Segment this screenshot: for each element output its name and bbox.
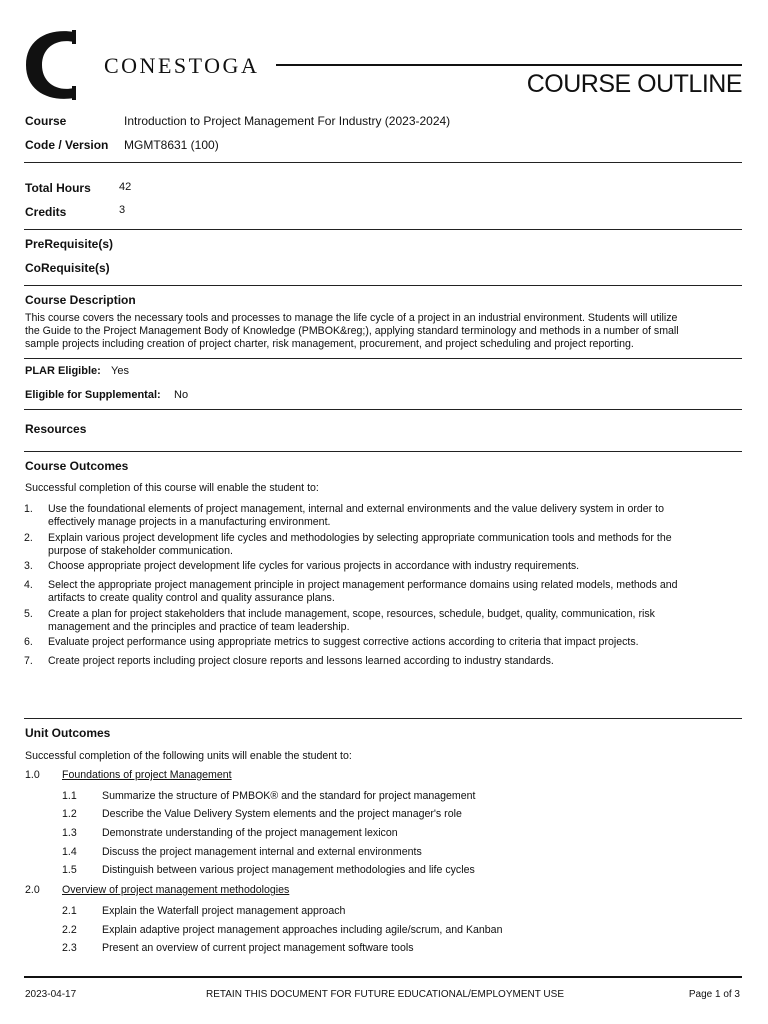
resources-heading: Resources [25, 422, 87, 436]
course-description-heading: Course Description [25, 293, 136, 307]
outcome-text [48, 503, 738, 529]
total-hours-value: 42 [119, 181, 132, 193]
outcome-text [48, 655, 738, 668]
outcome-text [48, 579, 738, 605]
divider [24, 409, 742, 410]
course-outcomes-intro: Successful completion of this course will enable the student to: [25, 482, 319, 494]
unit-item-text: Present an overview of current project management software tools [102, 942, 414, 954]
unit-item-number: 1.4 [62, 846, 77, 858]
corequisites-label: CoRequisite(s) [25, 261, 110, 275]
outcome-line: Create a plan for project stakeholders that include management, scope, resources, schedule, budget, quality, communication, risk [48, 608, 655, 620]
unit-item-number: 2.2 [62, 924, 77, 936]
footer-page-number: Page 1 of 3 [688, 989, 740, 1000]
unit-title: Foundations of project Management [62, 769, 232, 781]
brand-name: CONESTOGA [104, 53, 260, 78]
unit-number: 1.0 [25, 769, 40, 781]
outcome-text [48, 636, 738, 649]
unit-item-number: 1.2 [62, 808, 77, 820]
description-line: sample projects including creation of project charter, risk management, procurement, and project scheduling and project reporting. [25, 338, 634, 350]
outcome-line: effectively manage projects in a manufacturing environment. [48, 516, 331, 528]
supplemental-value: No [174, 389, 189, 401]
outcome-text [48, 608, 738, 634]
unit-item-number: 2.3 [62, 942, 77, 954]
outcome-text [48, 560, 738, 573]
unit-item-text: Discuss the project management internal and external environments [102, 846, 422, 858]
unit-number: 2.0 [25, 884, 40, 896]
header-rule [276, 64, 742, 66]
outcome-number: 7. [24, 655, 33, 667]
outcome-number: 5. [24, 608, 33, 620]
plar-value: Yes [111, 365, 129, 377]
footer-notice: RETAIN THIS DOCUMENT FOR FUTURE EDUCATIONAL/EMPLOYMENT USE [206, 989, 564, 1000]
unit-title: Overview of project management methodologies [62, 884, 290, 896]
code-label: Code / Version [25, 138, 109, 152]
unit-outcomes-heading: Unit Outcomes [25, 726, 111, 740]
unit-item-text: Demonstrate understanding of the project management lexicon [102, 827, 398, 839]
course-description-text [25, 312, 745, 351]
outcome-number: 3. [24, 560, 33, 572]
footer-rule [24, 976, 742, 978]
credits-label: Credits [25, 205, 67, 219]
outcome-line: Select the appropriate project management principle in project management performance domains using related models, methods and [48, 579, 678, 591]
unit-item-number: 2.1 [62, 905, 77, 917]
outcome-line: Choose appropriate project development life cycles for various projects in accordance with industry requirements. [48, 560, 580, 572]
outcome-line: Evaluate project performance using appropriate metrics to suggest corrective actions according to criteria that impact projects. [48, 636, 639, 648]
divider [24, 229, 742, 230]
outcome-number: 6. [24, 636, 33, 648]
outcome-line: artifacts to create quality control and quality assurance plans. [48, 592, 335, 604]
outcome-number: 1. [24, 503, 33, 515]
unit-item-text: Explain the Waterfall project management approach [102, 905, 346, 917]
unit-item-number: 1.5 [62, 864, 77, 876]
unit-item-number: 1.3 [62, 827, 77, 839]
unit-item-text: Describe the Value Delivery System elements and the project manager's role [102, 808, 462, 820]
description-line: the Guide to the Project Management Body of Knowledge (PMBOK&reg;), applying standard terminology and methods in a number of small [25, 325, 679, 337]
outcome-line: Use the foundational elements of project management, internal and external environments and the value delivery system in order to [48, 503, 664, 515]
outcome-line: purpose of stakeholder communication. [48, 545, 233, 557]
description-line: This course covers the necessary tools and processes to manage the life cycle of a project in an industrial environment. Students will utilize [25, 312, 678, 324]
unit-item-text: Explain adaptive project management approaches including agile/scrum, and Kanban [102, 924, 503, 936]
outcome-line: Create project reports including project closure reports and lessons learned according to industry standards. [48, 655, 554, 667]
total-hours-label: Total Hours [25, 181, 91, 195]
outcome-line: management and the principles and practice of team leadership. [48, 621, 350, 633]
divider [24, 358, 742, 359]
course-value: Introduction to Project Management For Industry (2023-2024) [124, 114, 451, 128]
divider [24, 718, 742, 719]
unit-item-number: 1.1 [62, 790, 77, 802]
outcome-number: 2. [24, 532, 33, 544]
conestoga-c-logo-icon [22, 28, 84, 102]
credits-value: 3 [119, 204, 126, 216]
divider [24, 162, 742, 163]
prerequisites-label: PreRequisite(s) [25, 237, 114, 251]
divider [24, 451, 742, 452]
outcome-number: 4. [24, 579, 33, 591]
divider [24, 285, 742, 286]
course-outcomes-heading: Course Outcomes [25, 459, 129, 473]
page-title: COURSE OUTLINE [526, 70, 742, 98]
outcome-text [48, 532, 738, 558]
course-label: Course [25, 114, 67, 128]
footer-date: 2023-04-17 [25, 989, 77, 1000]
supplemental-label: Eligible for Supplemental: [25, 389, 161, 401]
unit-item-text: Summarize the structure of PMBOK® and the standard for project management [102, 790, 476, 802]
outcome-line: Explain various project development life cycles and methodologies by selecting appropriate communication tools and methods for the [48, 532, 672, 544]
code-value: MGMT8631 (100) [124, 138, 219, 152]
unit-item-text: Distinguish between various project management methodologies and life cycles [102, 864, 475, 876]
unit-outcomes-intro: Successful completion of the following units will enable the student to: [25, 750, 352, 762]
plar-label: PLAR Eligible: [25, 365, 101, 377]
